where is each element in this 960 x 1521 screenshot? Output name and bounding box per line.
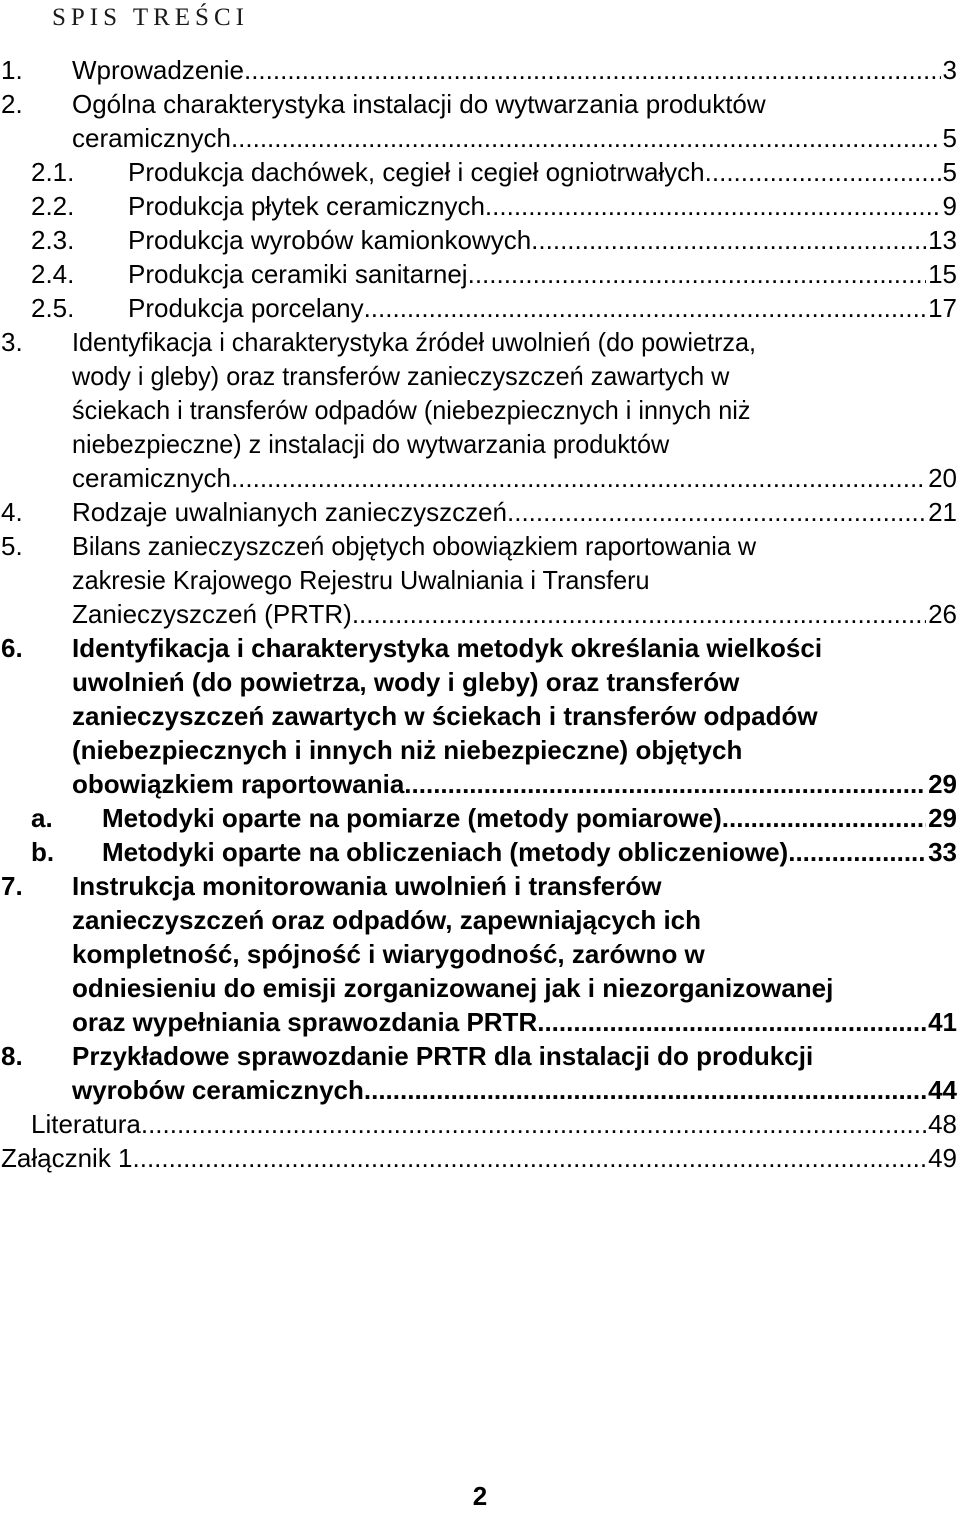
dot-leader: [231, 121, 941, 155]
toc-entry[interactable]: [0, 223, 960, 257]
toc-entry[interactable]: [0, 801, 960, 835]
toc-entry-page: 5: [942, 157, 957, 187]
toc-entry-number: 1.: [1, 55, 23, 85]
toc-entry-line: kompletność, spójność i wiarygodność, zarówno w: [72, 939, 705, 969]
dot-leader: [364, 291, 927, 325]
toc-entry-title: Wprowadzenie: [72, 55, 244, 85]
toc-entry-title: Rodzaje uwalnianych zanieczyszczeń: [72, 497, 508, 527]
dot-leader: [544, 1005, 926, 1039]
toc-entry-line: Instrukcja monitorowania uwolnień i transferów: [72, 871, 662, 901]
toc-entry-line: Identyfikacja i charakterystyka metodyk określania wielkości: [72, 633, 823, 663]
toc-entry[interactable]: [0, 257, 960, 291]
dot-leader: [788, 835, 926, 869]
toc-entry-line: Przykładowe sprawozdanie PRTR dla instalacji do produkcji: [72, 1041, 814, 1071]
toc-entry-number: 2.3.: [31, 225, 75, 255]
toc-entry[interactable]: [0, 869, 960, 1039]
toc-entry-title: Literatura: [31, 1109, 141, 1139]
toc-entry[interactable]: [0, 1107, 960, 1141]
toc-entry-title: obowiązkiem raportowania: [72, 769, 405, 799]
toc-entry[interactable]: [0, 53, 960, 87]
toc-entry-title: wyrobów ceramicznych: [72, 1075, 364, 1105]
toc-entry-title: Produkcja wyrobów kamionkowych: [128, 225, 532, 255]
toc-entry[interactable]: [0, 529, 960, 631]
toc-entry-page: 44: [928, 1075, 957, 1105]
dot-leader: [364, 1073, 926, 1107]
toc-entry[interactable]: [0, 495, 960, 529]
toc-entry[interactable]: [0, 1141, 960, 1175]
toc-entry-number: 8.: [1, 1041, 23, 1071]
toc-title: SPIS TREŚCI: [52, 4, 249, 31]
table-of-contents: [0, 53, 960, 1175]
toc-entry-page: 5: [942, 123, 957, 153]
toc-entry-line: Identyfikacja i charakterystyka źródeł uwolnień (do powietrza,: [72, 327, 757, 357]
toc-entry[interactable]: [0, 631, 960, 801]
toc-entry-line: uwolnień (do powietrza, wody i gleby) oraz transferów: [72, 667, 740, 697]
toc-entry[interactable]: [0, 155, 960, 189]
toc-entry-line: ściekach i transferów odpadów (niebezpiecznych i innych niż: [72, 395, 751, 425]
dot-leader: [705, 155, 941, 189]
toc-entry-number: a.: [31, 803, 53, 833]
dot-leader: [140, 1141, 926, 1175]
toc-entry[interactable]: [0, 835, 960, 869]
toc-entry[interactable]: [0, 1039, 960, 1107]
dot-leader: [244, 53, 941, 87]
toc-entry-title: Produkcja dachówek, cegieł i cegieł ogniotrwałych: [128, 157, 705, 187]
toc-entry-page: 13: [928, 225, 957, 255]
toc-entry-number: b.: [31, 837, 55, 867]
toc-entry-line: Bilans zanieczyszczeń objętych obowiązkiem raportowania w: [72, 531, 757, 561]
toc-entry-number: 3.: [1, 327, 23, 357]
dot-leader: [231, 461, 926, 495]
toc-entry-page: 20: [928, 463, 957, 493]
toc-entry-title: Załącznik 1.: [1, 1143, 140, 1173]
toc-entry-page: 3: [942, 55, 957, 85]
toc-entry-line: niebezpieczne) z instalacji do wytwarzania produktów: [72, 429, 670, 459]
toc-entry[interactable]: [0, 291, 960, 325]
toc-entry-page: 33: [928, 837, 957, 867]
toc-entry-line: zanieczyszczeń zawartych w ściekach i transferów odpadów: [72, 701, 818, 731]
toc-entry-page: 48: [928, 1109, 957, 1139]
dot-leader: [404, 767, 926, 801]
toc-entry-page: 29: [928, 769, 957, 799]
dot-leader: [485, 189, 941, 223]
toc-entry-title: Metodyki oparte na pomiarze (metody pomiarowe): [102, 803, 722, 833]
toc-entry-line: zakresie Krajowego Rejestru Uwalniania i Transferu: [72, 565, 650, 595]
toc-entry-number: 2.4.: [31, 259, 75, 289]
toc-entry-line: (niebezpiecznych i innych niż niebezpieczne) objętych: [72, 735, 743, 765]
toc-entry-line: odniesieniu do emisji zorganizowanej jak i niezorganizowanej: [72, 973, 834, 1003]
dot-leader: [468, 257, 926, 291]
toc-entry-number: 2.2.: [31, 191, 75, 221]
toc-entry-page: 26: [928, 599, 957, 629]
toc-entry-number: 2.1.: [31, 157, 75, 187]
toc-entry-number: 2.: [1, 89, 23, 119]
toc-entry[interactable]: [0, 189, 960, 223]
toc-entry[interactable]: [0, 325, 960, 495]
toc-entry-page: 15: [928, 259, 957, 289]
toc-entry-page: 49: [928, 1143, 957, 1173]
dot-leader: [531, 223, 926, 257]
toc-entry-number: 2.5.: [31, 293, 75, 323]
dot-leader: [507, 495, 926, 529]
toc-entry-title: oraz wypełniania sprawozdania PRTR.: [72, 1007, 545, 1037]
toc-entry-title: ceramicznych: [72, 123, 231, 153]
toc-entry-title: Metodyki oparte na obliczeniach (metody obliczeniowe): [102, 837, 789, 867]
toc-entry-title: Produkcja porcelany: [128, 293, 364, 323]
toc-entry-page: 9: [942, 191, 957, 221]
toc-entry-title: Zanieczyszczeń (PRTR): [72, 599, 352, 629]
toc-entry-line: wody i gleby) oraz transferów zanieczyszczeń zawartych w: [72, 361, 730, 391]
toc-entry-number: 5.: [1, 531, 23, 561]
toc-entry-page: 29: [928, 803, 957, 833]
toc-entry-number: 4.: [1, 497, 23, 527]
toc-entry-title: ceramicznych: [72, 463, 231, 493]
toc-entry-title: Produkcja płytek ceramicznych: [128, 191, 485, 221]
dot-leader: [722, 801, 926, 835]
toc-entry[interactable]: [0, 87, 960, 155]
dot-leader: [352, 597, 926, 631]
toc-entry-page: 41: [928, 1007, 957, 1037]
page-number: 2: [472, 1481, 488, 1511]
toc-entry-page: 21: [928, 497, 957, 527]
toc-entry-number: 7.: [1, 871, 23, 901]
toc-entry-line: Ogólna charakterystyka instalacji do wytwarzania produktów: [72, 89, 766, 119]
toc-entry-line: zanieczyszczeń oraz odpadów, zapewniających ich: [72, 905, 702, 935]
toc-entry-title: Produkcja ceramiki sanitarnej: [128, 259, 468, 289]
toc-entry-number: 6.: [1, 633, 23, 663]
toc-entry-page: 17: [928, 293, 957, 323]
dot-leader: [141, 1107, 926, 1141]
